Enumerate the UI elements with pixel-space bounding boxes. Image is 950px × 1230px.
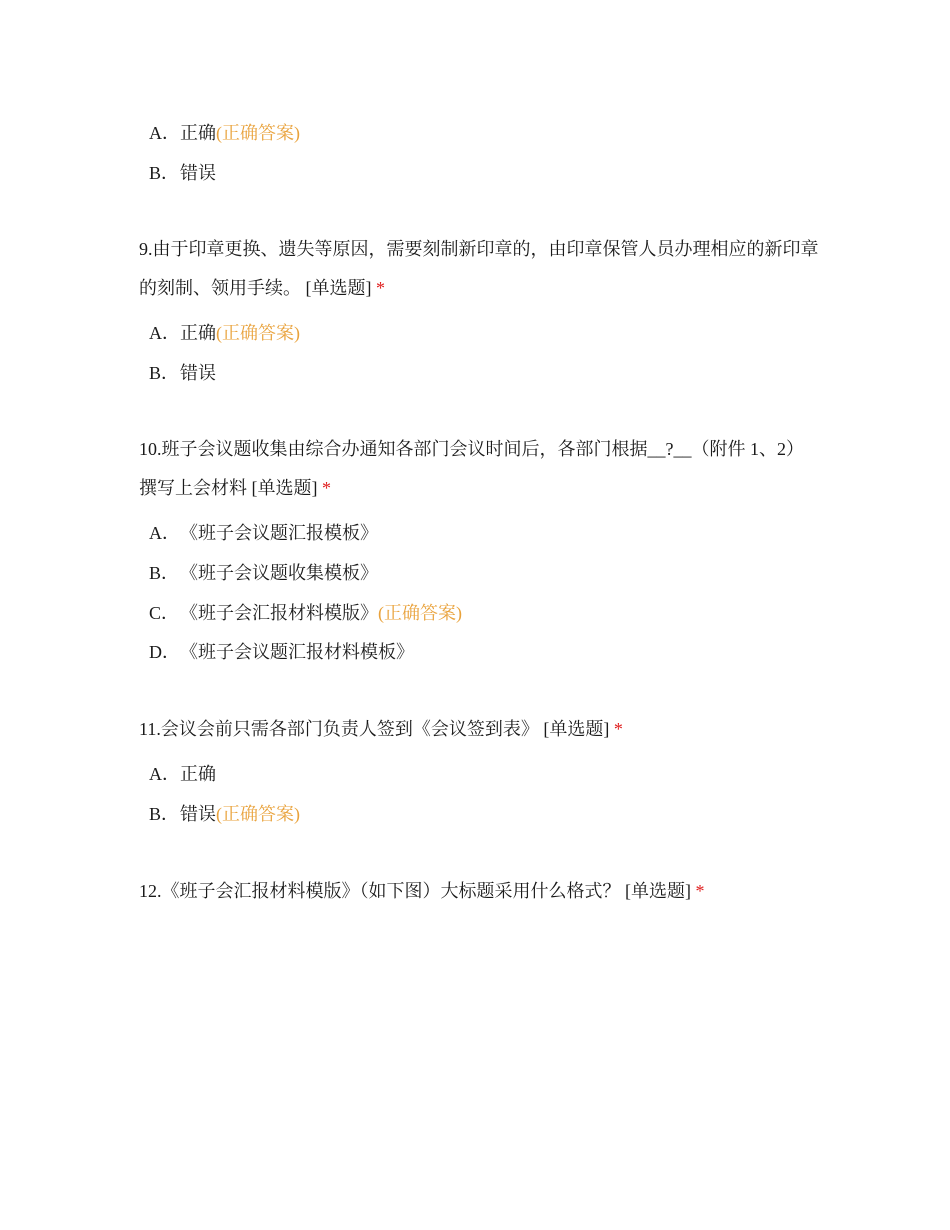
question-text: 12.《班子会汇报材料模版》（如下图）大标题采用什么格式？ — [139, 881, 621, 901]
correct-answer-mark: (正确答案) — [216, 123, 300, 143]
option-text: 错误 — [180, 363, 216, 383]
option-d[interactable] — [149, 640, 414, 664]
question-text: 10.班子会议题收集由综合办通知各部门会议时间后，各部门根据__?__（附件 1、2）撰写上会材料 — [139, 439, 804, 498]
question-type-tag: [单选题] — [543, 719, 610, 739]
option-letter: A． — [149, 323, 180, 343]
question-text: 9.由于印章更换、遗失等原因，需要刻制新印章的，由印章保管人员办理相应的新印章的刻制、领用手续。 — [139, 239, 819, 298]
option-b[interactable] — [149, 361, 216, 385]
correct-answer-mark: (正确答案) — [378, 603, 462, 623]
option-a[interactable] — [149, 121, 300, 145]
option-c[interactable] — [149, 601, 462, 625]
option-text: 错误 — [180, 163, 216, 183]
option-text: 正确 — [180, 123, 216, 143]
option-letter: B． — [149, 804, 180, 824]
correct-answer-mark: (正确答案) — [216, 323, 300, 343]
required-mark: * — [322, 478, 331, 498]
option-text: 《班子会汇报材料模版》 — [180, 603, 378, 623]
option-text: 《班子会议题汇报模板》 — [180, 523, 378, 543]
option-text: 正确 — [180, 764, 216, 784]
option-a[interactable] — [149, 521, 378, 545]
option-text: 错误 — [180, 804, 216, 824]
question-type-tag: [单选题] — [251, 478, 318, 498]
option-b[interactable] — [149, 561, 378, 585]
option-letter: B． — [149, 563, 180, 583]
correct-answer-mark: (正确答案) — [216, 804, 300, 824]
question-type-tag: [单选题] — [305, 278, 372, 298]
question-type-tag: [单选题] — [625, 881, 691, 901]
question-title — [139, 872, 819, 911]
option-b[interactable] — [149, 802, 300, 826]
option-b[interactable] — [149, 161, 216, 185]
option-a[interactable] — [149, 762, 216, 786]
option-letter: A． — [149, 523, 180, 543]
question-title — [139, 430, 819, 508]
option-letter: C． — [149, 603, 180, 623]
question-title — [139, 710, 819, 749]
required-mark: * — [613, 719, 623, 739]
option-text: 《班子会议题汇报材料模板》 — [180, 642, 414, 662]
required-mark: * — [695, 881, 705, 901]
option-text: 正确 — [180, 323, 216, 343]
option-letter: A． — [149, 764, 180, 784]
option-text: 《班子会议题收集模板》 — [180, 563, 378, 583]
option-letter: A． — [149, 123, 180, 143]
option-letter: D． — [149, 642, 180, 662]
question-text: 11.会议会前只需各部门负责人签到《会议签到表》 — [139, 719, 539, 739]
question-title — [139, 230, 819, 308]
option-letter: B． — [149, 363, 180, 383]
required-mark: * — [376, 278, 385, 298]
option-letter: B． — [149, 163, 180, 183]
option-a[interactable] — [149, 321, 300, 345]
